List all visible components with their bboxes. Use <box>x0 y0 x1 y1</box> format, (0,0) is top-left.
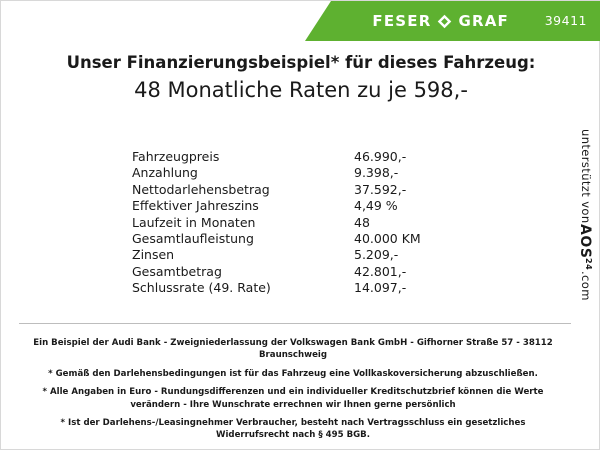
row-value: 14.097,- <box>354 280 407 296</box>
footnotes <box>23 337 563 442</box>
row-label: Effektiver Jahreszins <box>132 198 259 214</box>
row-value: 40.000 KM <box>354 231 421 247</box>
table-row <box>132 149 462 165</box>
row-value: 5.209,- <box>354 247 399 263</box>
page-title: Unser Finanzierungsbeispiel* für dieses Fahrzeug: <box>66 53 536 72</box>
footnote-line-2: * Gemäß den Darlehensbedingungen ist für das Fahrzeug eine Vollkaskoversicherung abzuschließen. <box>48 368 538 379</box>
row-value: 9.398,- <box>354 165 399 181</box>
row-label: Anzahlung <box>132 165 198 181</box>
table-row <box>132 231 462 247</box>
brand-name-graf: GRAF <box>458 12 509 30</box>
footnote-line-1: Ein Beispiel der Audi Bank - Zweigniederlassung der Volkswagen Bank GmbH - Gifhorner Straße 57 - 38112 Braunschweig <box>33 338 553 361</box>
aos-brand-suffix: .com <box>579 270 593 301</box>
row-label: Fahrzeugpreis <box>132 149 220 164</box>
row-value: 4,49 % <box>354 198 398 214</box>
vehicle-id: 39411 <box>544 13 587 28</box>
footnote-line-4: * Ist der Darlehens-/Leasingnehmer Verbraucher, besteht nach Vertragsschluss ein gesetzliches Widerrufsrecht nach § 495 BGB. <box>60 418 526 441</box>
row-value: 42.801,- <box>354 263 407 279</box>
row-label: Gesamtlaufleistung <box>132 231 254 247</box>
table-row <box>132 165 462 181</box>
diamond-logo-icon <box>437 14 452 29</box>
row-label: Gesamtbetrag <box>132 263 222 279</box>
row-label: Zinsen <box>132 247 175 263</box>
supported-by-prefix: unterstützt von <box>579 129 593 224</box>
finance-table <box>132 149 462 297</box>
row-value: 37.592,- <box>354 181 407 197</box>
aos-brand: AOS <box>577 223 593 259</box>
table-row <box>132 182 462 198</box>
row-label: Laufzeit in Monaten <box>132 214 256 230</box>
footer-divider <box>19 323 571 324</box>
aos-brand-sub: 24 <box>584 258 593 271</box>
table-row <box>132 280 462 296</box>
footnote-line-3: * Alle Angaben in Euro - Rundungsdifferenzen und ein individueller Kreditschutzbrief können die Werte verändern - Ihre Wunschrate errechnen wir Ihnen gerne persönlich <box>42 387 544 410</box>
page-subtitle: 48 Monatliche Raten zu je 598,- <box>134 78 468 102</box>
brand-logo <box>372 10 509 32</box>
supported-by-note <box>571 129 593 359</box>
brand-name-feser: FESER <box>372 12 432 30</box>
header-bar <box>1 1 600 41</box>
table-row <box>132 215 462 231</box>
row-label: Schlussrate (49. Rate) <box>132 280 271 296</box>
table-row <box>132 247 462 263</box>
table-row <box>132 264 462 280</box>
row-label: Nettodarlehensbetrag <box>132 181 270 197</box>
row-value: 48 <box>354 214 370 230</box>
row-value: 46.990,- <box>354 149 407 164</box>
table-row <box>132 198 462 214</box>
